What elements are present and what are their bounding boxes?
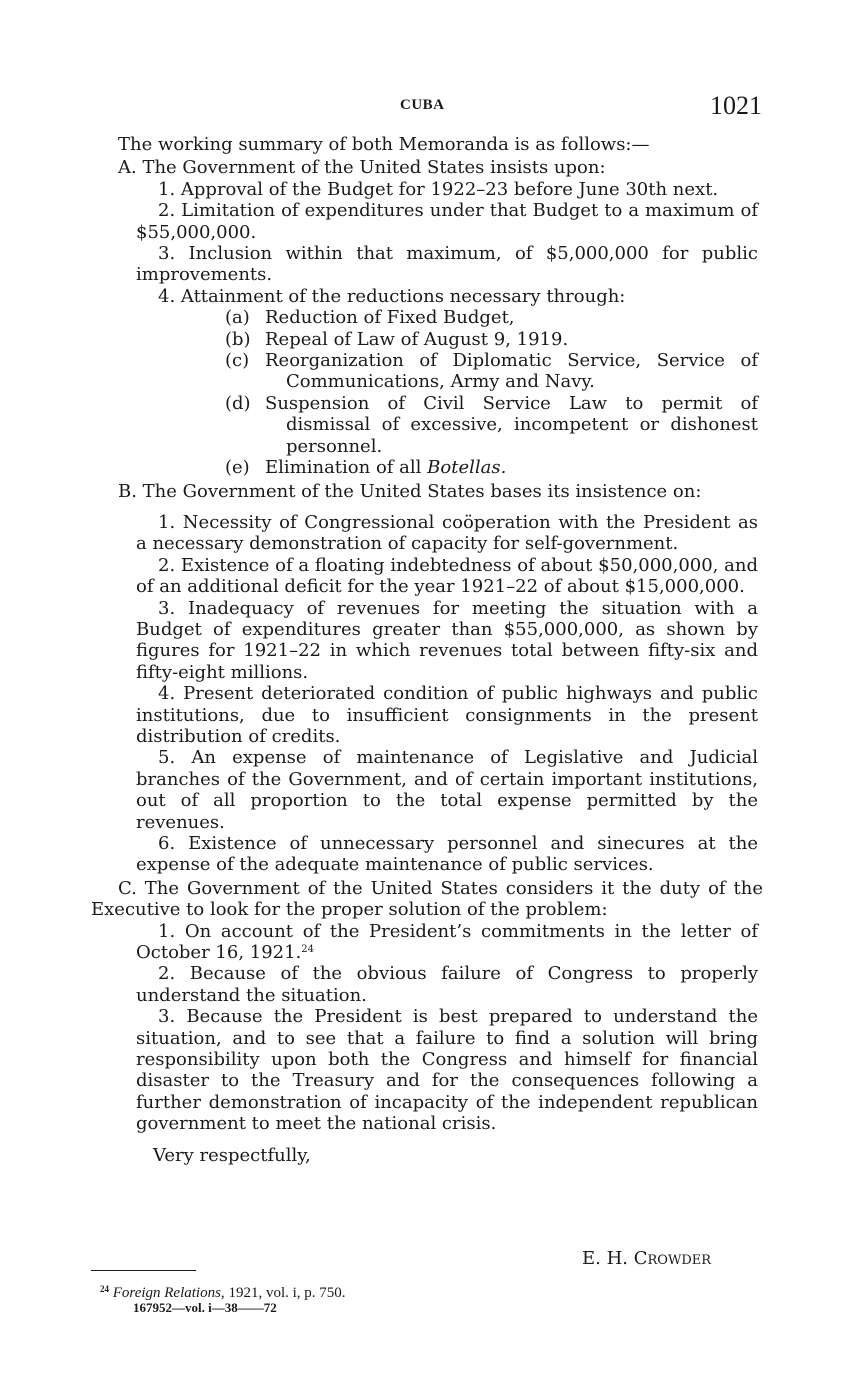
- sub-item-b: [0, 329, 863, 350]
- sub-item-e: [0, 457, 863, 478]
- section-b-item-5: 5. An expense of maintenance of Legislative and Judicial branches of the Government, and of certain important institutions, out of all proportion to the total expense permitted by the revenues.: [136, 747, 758, 833]
- signature-surname: Crowder: [633, 1248, 712, 1269]
- section-c-item-2: 2. Because of the obvious failure of Congress to properly understand the situation.: [136, 963, 758, 1006]
- section-a-item-3: 3. Inclusion within that maximum, of $5,000,000 for public improvements.: [136, 243, 758, 286]
- section-a-item-2: 2. Limitation of expenditures under that Budget to a maximum of $55,000,000.: [136, 200, 758, 243]
- closing-salutation: Very respectfully,: [153, 1144, 311, 1166]
- footnote-citation: 1921, vol. i, p. 750.: [224, 1285, 346, 1301]
- page-header: [0, 93, 863, 125]
- section-c-item-1-text: 1. On account of the President’s commitments in the letter of October 16, 1921.: [136, 920, 758, 964]
- sub-item-italic-term: Botellas.: [427, 457, 507, 479]
- printer-line: 167952—vol. i—38——72: [133, 1300, 277, 1315]
- section-c-item-1: [0, 921, 863, 964]
- sub-item-text: Repeal of Law of August 9, 1919.: [265, 328, 569, 350]
- sub-item-label: (e): [225, 457, 250, 479]
- section-b-heading: B. The Government of the United States bases its insistence on:: [118, 480, 702, 502]
- section-a-heading: A. The Government of the United States insists upon:: [118, 157, 606, 179]
- section-a-item-4: 4. Attainment of the reductions necessary through:: [158, 285, 626, 307]
- section-b-item-1: 1. Necessity of Congressional coöperation with the President as a necessary demonstration of capacity for self-government.: [136, 511, 758, 555]
- section-b-item-3: 3. Inadequacy of revenues for meeting the situation with a Budget of expenditures greater than $55,000,000, as shown by figures for 1921–22 in which revenues total between fifty-six and fifty-eight millions.: [136, 597, 758, 683]
- signature-initials: E. H.: [582, 1248, 634, 1269]
- sub-item-label: (b): [225, 328, 251, 350]
- intro-paragraph: The working summary of both Memoranda is as follows:—: [118, 134, 650, 155]
- footnote-mark: 24: [100, 1284, 109, 1294]
- section-a-item-1: 1. Approval of the Budget for 1922–23 before June 30th next.: [158, 178, 719, 200]
- sub-item-c: [0, 350, 863, 393]
- sub-item-label: (c): [225, 350, 250, 372]
- sub-item-text: Elimination of all: [265, 457, 428, 479]
- section-b-item-2: 2. Existence of a floating indebtedness of about $50,000,000, and of an additional deficit for the year 1921–22 of about $15,000,000.: [136, 554, 758, 598]
- sub-item-label: (d): [225, 392, 251, 414]
- sub-item-d: [0, 393, 863, 457]
- sub-item-text: Reorganization of Diplomatic Service, Service of Communications, Army and Navy.: [265, 350, 758, 393]
- sub-item-text: Reduction of Fixed Budget,: [265, 307, 515, 329]
- sub-item-label: (a): [225, 307, 250, 329]
- footnote-divider: [91, 1270, 196, 1271]
- footnote-reference: 24: [301, 944, 315, 956]
- running-head: CUBA: [400, 97, 445, 113]
- page-number: 1021: [710, 91, 762, 120]
- section-c-item-3: 3. Because the President is best prepared to understand the situation, and to see that a failure to find a solution will bring responsibility upon both the Congress and himself for financial disaster to the Treasury and for the consequences following a further demonstration of incapacity of the independent republican government to meet the national crisis.: [136, 1006, 758, 1135]
- body-text: [0, 134, 863, 1166]
- sub-item-a: [0, 307, 863, 328]
- footnote-title: Foreign Relations,: [112, 1285, 225, 1301]
- sub-item-text: Suspension of Civil Service Law to permit of dismissal of excessive, incompetent or dishonest personnel.: [265, 392, 758, 457]
- section-b-item-4: 4. Present deteriorated condition of public highways and public institutions, due to insufficient consignments in the present distribution of credits.: [136, 683, 758, 747]
- section-b-item-6: 6. Existence of unnecessary personnel and sinecures at the expense of the adequate maintenance of public services.: [136, 833, 758, 876]
- signature: [582, 1248, 711, 1269]
- section-c-heading: C. The Government of the United States considers it the duty of the Executive to look for the proper solution of the problem:: [91, 877, 763, 921]
